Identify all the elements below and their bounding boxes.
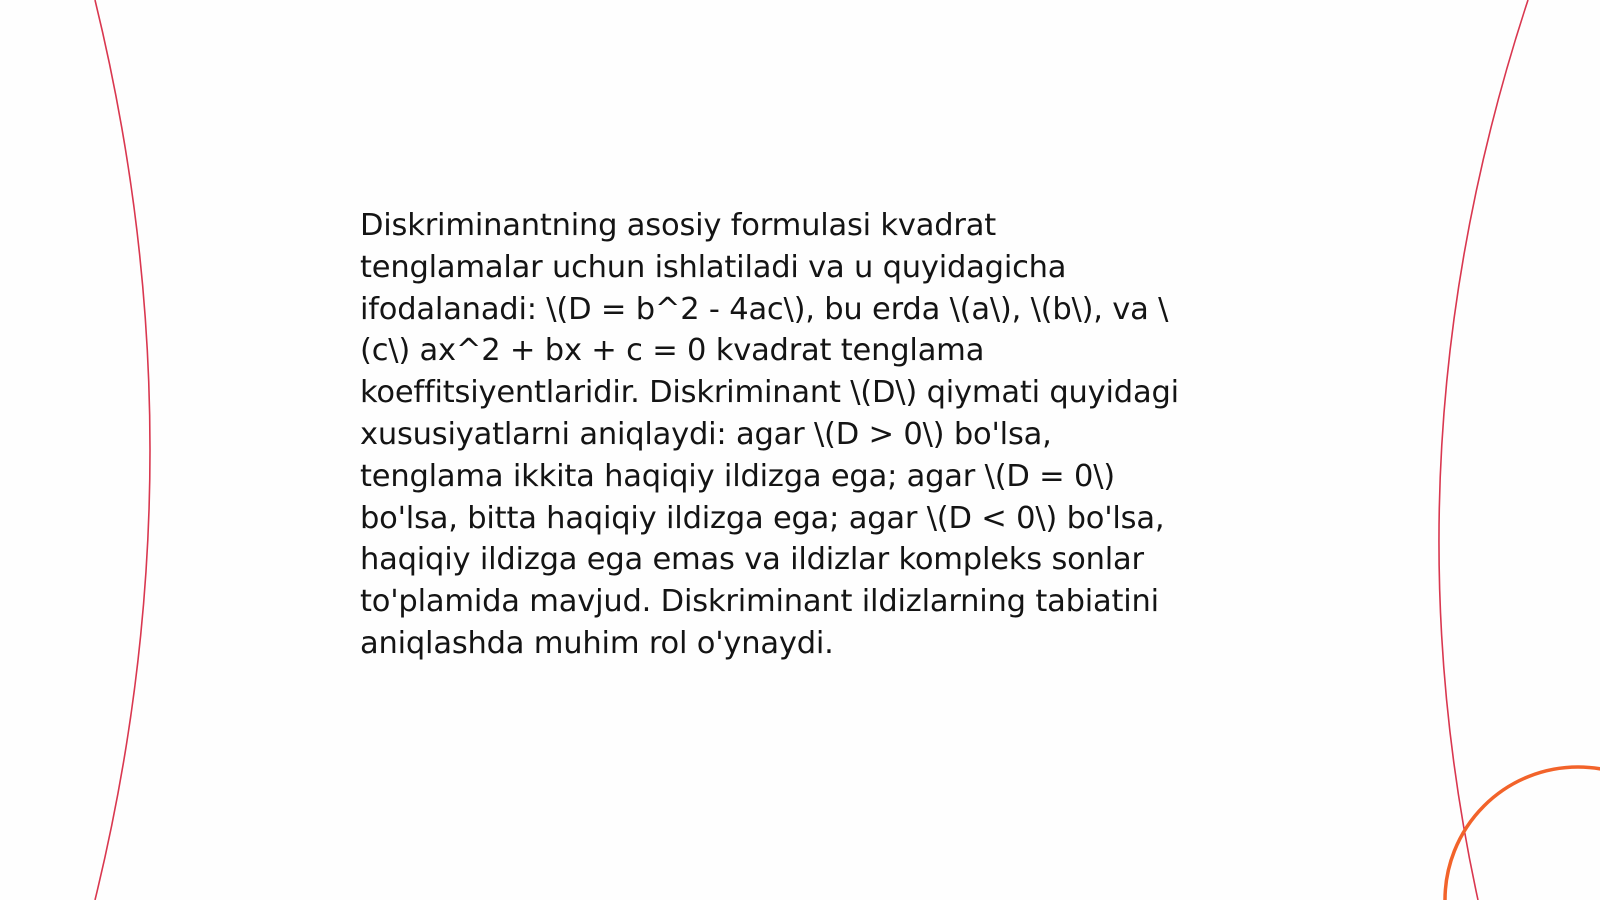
- body-line: aniqlashda muhim rol o'ynaydi.: [360, 625, 834, 661]
- slide-body-text: [360, 205, 1260, 665]
- body-line: to'plamida mavjud. Diskriminant ildizlarning tabiatini: [360, 584, 1159, 620]
- body-line: koeffitsiyentlaridir. Diskriminant \(D\) qiymati quyidagi: [360, 375, 1179, 411]
- body-line: haqiqiy ildizga ega emas va ildizlar kompleks sonlar: [360, 542, 1144, 578]
- left-arc-line: [95, 0, 150, 900]
- body-line: bo'lsa, bitta haqiqiy ildizga ega; agar \(D < 0\) bo'lsa,: [360, 500, 1165, 536]
- body-line: tenglama ikkita haqiqiy ildizga ega; agar \(D = 0\): [360, 458, 1116, 494]
- body-line: Diskriminantning asosiy formulasi kvadrat: [360, 208, 996, 243]
- right-arc-line: [1439, 0, 1528, 900]
- body-line: (c\) ax^2 + bx + c = 0 kvadrat tenglama: [360, 333, 985, 369]
- accent-circle: [1445, 767, 1600, 900]
- body-line: ifodalanadi: \(D = b^2 - 4ac\), bu erda \(a\), \(b\), va \: [360, 291, 1169, 327]
- body-line: tenglamalar uchun ishlatiladi va u quyidagicha: [360, 249, 1067, 285]
- body-line: xususiyatlarni aniqlaydi: agar \(D > 0\) bo'lsa,: [360, 416, 1052, 452]
